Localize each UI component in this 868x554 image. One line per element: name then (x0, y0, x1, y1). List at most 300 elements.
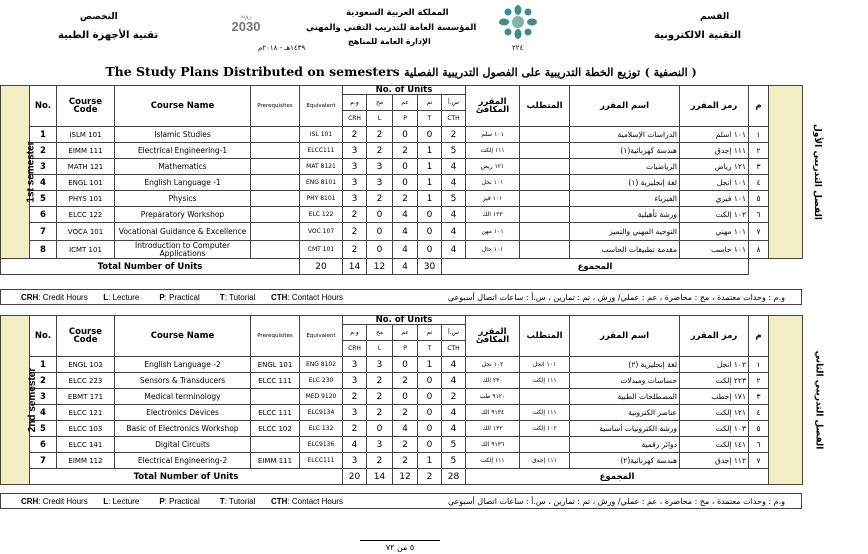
cell-l: 3 (367, 437, 393, 453)
cell-m-ar: ٧ (749, 223, 769, 241)
cell-equiv: ENG 8101 (300, 175, 343, 191)
cell-crh: 3 (343, 175, 367, 191)
cell-l: 0 (367, 223, 393, 241)
semester-ar-label: الفصل التدريبي الثاني (769, 316, 803, 485)
cell-code-ar: ١٠١ انجل (680, 175, 749, 191)
cell-name: Electronics Devices (115, 405, 251, 421)
header-line-2: المؤسسة العامة للتدريب التقني والمهني (306, 23, 477, 33)
legend-english: CRH: Credit Hours L: Lecture P: Practical T: Tutorial CTH: Contact Hours (21, 497, 343, 506)
cell-crh: 4 (343, 437, 367, 453)
legend-1 (0, 289, 802, 305)
cell-equiv-ar: ٩١٣٤ الك (466, 405, 520, 421)
cell-code: EBMT 171 (57, 389, 115, 405)
cell-crh: 3 (343, 373, 367, 389)
col-name-ar: اسم المقرر (570, 316, 680, 357)
cell-equiv: MED 9120 (300, 389, 343, 405)
header-line-3: الإدارة العامة للمناهج (348, 37, 431, 46)
cell-no: 7 (30, 223, 57, 241)
cell-crh: 3 (343, 159, 367, 175)
cell-no: 3 (30, 159, 57, 175)
unit-ar-crh: و.م (343, 95, 367, 111)
cell-l: 2 (367, 127, 393, 143)
unit-en-p: P (393, 111, 418, 127)
cell-l: 3 (367, 159, 393, 175)
unit-ar-l: مح (367, 95, 393, 111)
cell-equiv-ar: ١٠١ مهن (466, 223, 520, 241)
table-row (1, 159, 803, 175)
cell-t: 0 (418, 389, 442, 405)
unit-ar-cth: س.أ (442, 325, 466, 341)
legend-2 (0, 493, 802, 509)
cell-l: 0 (367, 207, 393, 223)
cell-cth: 5 (442, 143, 466, 159)
cell-p: 0 (393, 159, 418, 175)
cell-prereq: ELCC 111 (251, 373, 300, 389)
cell-code: ELCC 103 (57, 421, 115, 437)
col-prereq-ar: المتطلب (520, 316, 570, 357)
cell-code: ENGL 102 (57, 357, 115, 373)
cell-prereq-ar (520, 389, 570, 405)
cell-equiv: CMT 101 (300, 241, 343, 259)
cell-p: 2 (393, 373, 418, 389)
total-label: Total Number of Units (1, 259, 300, 275)
cell-m-ar: ٢ (749, 373, 769, 389)
cell-no: 7 (30, 453, 57, 469)
cell-code: ICMT 101 (57, 241, 115, 259)
table-row (1, 191, 803, 207)
cell-name: English Language -2 (115, 357, 251, 373)
tvtc-logo (498, 4, 538, 40)
cell-m-ar: ١ (749, 127, 769, 143)
cell-code: ELCC 121 (57, 405, 115, 421)
cell-t: 1 (418, 453, 442, 469)
cell-t: 1 (418, 159, 442, 175)
cell-code: PHYS 101 (57, 191, 115, 207)
total-cth: 28 (442, 469, 466, 485)
cell-name-ar: هندسة كهربائية(١) (570, 143, 680, 159)
cell-code: EIMM 111 (57, 143, 115, 159)
unit-en-cth: CTH (442, 341, 466, 357)
semester-en-label: 2nd semester (1, 316, 30, 485)
cell-t: 1 (418, 175, 442, 191)
legend-english: CRH: Credit Hours L: Lecture P: Practical T: Tutorial CTH: Contact Hours (21, 293, 343, 302)
cell-equiv-ar: ١٠١ نجل (466, 175, 520, 191)
specialty-value: تقنية الأجهزة الطبية (58, 30, 159, 41)
cell-equiv: ELC9136 (300, 437, 343, 453)
cell-l: 2 (367, 453, 393, 469)
cell-code-ar: ١٢١ إلكت (680, 405, 749, 421)
cell-name-ar: الدراسات الإسلامية (570, 127, 680, 143)
cell-l: 2 (367, 389, 393, 405)
table-row (1, 175, 803, 191)
unit-en-p: P (393, 341, 418, 357)
cell-crh: 2 (343, 389, 367, 405)
cell-prereq (251, 175, 300, 191)
cell-prereq-ar (520, 127, 570, 143)
unit-en-l: L (367, 341, 393, 357)
cell-code-ar: ١٠١ اسلم (680, 127, 749, 143)
cell-prereq (251, 223, 300, 241)
cell-prereq-ar (520, 159, 570, 175)
cell-m-ar: ٢ (749, 143, 769, 159)
cell-m-ar: ١ (749, 357, 769, 373)
cell-code-ar: ٢٢٣ إلكت (680, 373, 749, 389)
col-units: No. of Units (343, 316, 466, 325)
cell-prereq (251, 127, 300, 143)
cell-name: Preparatory Workshop (115, 207, 251, 223)
col-equiv-ar: المقرر المكافئ (466, 86, 520, 127)
cell-prereq (251, 207, 300, 223)
cell-crh: 3 (343, 143, 367, 159)
cell-code-ar: ١٠٣ إلكت (680, 421, 749, 437)
total-l: 14 (367, 469, 393, 485)
cell-t: 1 (418, 191, 442, 207)
col-m-ar: م (749, 86, 769, 127)
col-m-ar: م (749, 316, 769, 357)
col-no: No. (30, 86, 57, 127)
cell-m-ar: ٣ (749, 389, 769, 405)
cell-equiv: ELC 122 (300, 207, 343, 223)
cell-name: Electrical Engineering-1 (115, 143, 251, 159)
page-title (0, 64, 802, 79)
cell-p: 4 (393, 241, 418, 259)
cell-m-ar: ٥ (749, 421, 769, 437)
cell-cth: 4 (442, 421, 466, 437)
table-row (1, 223, 803, 241)
table-row (1, 143, 803, 159)
cell-no: 6 (30, 437, 57, 453)
total-p: 12 (367, 259, 393, 275)
cell-code: ISLM 101 (57, 127, 115, 143)
cell-name-ar: الفيزياء (570, 191, 680, 207)
cell-p: 0 (393, 175, 418, 191)
cell-name: Electrical Engineering-2 (115, 453, 251, 469)
cell-crh: 2 (343, 241, 367, 259)
cell-name-ar: لغة إنجليزية (٢) (570, 357, 680, 373)
cell-cth: 5 (442, 453, 466, 469)
cell-name: Basic of Electronics Workshop (115, 421, 251, 437)
cell-code-ar: ١٤١ إلكت (680, 437, 749, 453)
department-value: التقنية الالكترونية (654, 30, 742, 41)
cell-name: Medical terminology (115, 389, 251, 405)
col-code-ar: رمز المقرر (680, 86, 749, 127)
cell-name: Vocational Guidance & Excellence (115, 223, 251, 241)
cell-prereq-ar (520, 241, 570, 259)
table-row (1, 421, 803, 437)
unit-ar-cth: س.أ (442, 95, 466, 111)
total-t: 2 (418, 469, 442, 485)
cell-l: 2 (367, 143, 393, 159)
cell-name-ar: الرياضيات (570, 159, 680, 175)
cell-prereq: ELCC 111 (251, 405, 300, 421)
cell-name-ar: التوجيه المهني والتميز (570, 223, 680, 241)
cell-prereq-ar (520, 143, 570, 159)
cell-crh: 2 (343, 421, 367, 437)
table-row (1, 453, 803, 469)
title-english: The Study Plans Distributed on semesters (105, 64, 400, 79)
cell-prereq: ELCC 102 (251, 421, 300, 437)
vision-2030-logo: رؤية 2030 (226, 14, 266, 36)
cell-no: 8 (30, 241, 57, 259)
cell-crh: 3 (343, 191, 367, 207)
cell-name: Mathematics (115, 159, 251, 175)
cell-name-ar: لغة إنجليزية (١) (570, 175, 680, 191)
cell-crh: 2 (343, 207, 367, 223)
cell-prereq-ar (520, 175, 570, 191)
cell-m-ar: ٣ (749, 159, 769, 175)
cell-no: 6 (30, 207, 57, 223)
cell-equiv: ELC 132 (300, 421, 343, 437)
total-p: 12 (393, 469, 418, 485)
cell-cth: 4 (442, 207, 466, 223)
unit-en-cth: CTH (442, 111, 466, 127)
cell-crh: 2 (343, 127, 367, 143)
cell-no: 2 (30, 373, 57, 389)
cell-name: Sensors & Transducers (115, 373, 251, 389)
cell-name: Physics (115, 191, 251, 207)
cell-p: 4 (393, 207, 418, 223)
cell-prereq-ar (520, 207, 570, 223)
cell-prereq (251, 389, 300, 405)
cell-name-ar: ورشة الكترونيات أساسية (570, 421, 680, 437)
cell-no: 2 (30, 143, 57, 159)
cell-t: 0 (418, 421, 442, 437)
cell-code: ENGL 101 (57, 175, 115, 191)
col-course-code: Course Code (57, 86, 115, 127)
vision-2030-text: 2030 (231, 19, 261, 34)
cell-l: 3 (367, 357, 393, 373)
table-row (1, 241, 803, 259)
cell-p: 0 (393, 127, 418, 143)
semester-ar-label: الفصل التدريبي الأول (769, 86, 803, 259)
cell-l: 0 (367, 421, 393, 437)
unit-ar-p: عم (393, 325, 418, 341)
unit-en-t: T (418, 341, 442, 357)
cell-equiv-ar: ١٣٢ الك (466, 421, 520, 437)
cell-prereq (251, 159, 300, 175)
cell-p: 0 (393, 389, 418, 405)
badge-number: ٢٢٤ (512, 44, 524, 52)
cell-code-ar: ١١١ إجدق (680, 143, 749, 159)
cell-cth: 4 (442, 357, 466, 373)
cell-code-ar: ١٠٢ إلكت (680, 207, 749, 223)
table-row (1, 207, 803, 223)
cell-prereq-ar: ١١١ إلكت (520, 373, 570, 389)
col-prereq-ar: المتطلب (520, 86, 570, 127)
legend-arabic: و.م : وحدات معتمدة ، مح : محاضرة ، عم : عملي/ ورش ، تم : تمارين ، س.أ : ساعات اتصال أسبوعي (447, 293, 785, 302)
cell-l: 2 (367, 191, 393, 207)
cell-m-ar: ٨ (749, 241, 769, 259)
table-row (1, 389, 803, 405)
col-course-name: Course Name (115, 86, 251, 127)
cell-code: ELCC 223 (57, 373, 115, 389)
col-prerequisites: Prerequisites (251, 316, 300, 357)
table-row (1, 357, 803, 373)
cell-no: 5 (30, 421, 57, 437)
title-arabic: توزيع الخطة التدريبية على الفصول التدريبية الفصلية (404, 66, 641, 79)
cell-no: 1 (30, 127, 57, 143)
cell-equiv-ar: ١٠١ سلم (466, 127, 520, 143)
cell-prereq-ar: ١١١ إلكت (520, 405, 570, 421)
cell-t: 0 (418, 241, 442, 259)
cell-equiv-ar: ٢٣٠ الك (466, 373, 520, 389)
cell-equiv: ELC 230 (300, 373, 343, 389)
cell-t: 0 (418, 207, 442, 223)
cell-name-ar: مقدمة تطبيقات الحاسب (570, 241, 680, 259)
cell-p: 0 (393, 357, 418, 373)
title-arabic-mid: ( النصفية ) (644, 66, 697, 79)
cell-p: 4 (393, 223, 418, 241)
table-row (1, 405, 803, 421)
cell-equiv: ISL 101 (300, 127, 343, 143)
cell-equiv-ar: ١٠٢ نجل (466, 357, 520, 373)
col-course-name: Course Name (115, 316, 251, 357)
unit-ar-t: تم (418, 325, 442, 341)
unit-ar-p: عم (393, 95, 418, 111)
cell-equiv-ar: ١١١ إلكت (466, 143, 520, 159)
col-name-ar: اسم المقرر (570, 86, 680, 127)
cell-prereq (251, 437, 300, 453)
cell-name-ar: حساسات ومبدلات (570, 373, 680, 389)
cell-prereq-ar: ١١١ إجدق (520, 453, 570, 469)
cell-m-ar: ٤ (749, 405, 769, 421)
cell-code: VOCA 101 (57, 223, 115, 241)
table-row (1, 373, 803, 389)
col-prerequisites: Prerequisites (251, 86, 300, 127)
cell-cth: 4 (442, 373, 466, 389)
document-date: ١٤٣٩هـ - ٢٠١٨م (258, 44, 306, 52)
cell-code-ar: ١٠٢ انجل (680, 357, 749, 373)
unit-ar-l: مح (367, 325, 393, 341)
total-label: Total Number of Units (30, 469, 343, 485)
unit-en-crh: CRH (343, 111, 367, 127)
cell-prereq (251, 241, 300, 259)
cell-l: 2 (367, 405, 393, 421)
cell-t: 0 (418, 405, 442, 421)
cell-t: 0 (418, 437, 442, 453)
cell-l: 3 (367, 175, 393, 191)
table-row (1, 127, 803, 143)
cell-cth: 4 (442, 175, 466, 191)
semester-1-table (0, 85, 822, 275)
cell-name-ar: دوائر رقمية (570, 437, 680, 453)
department-label: القسم (700, 12, 730, 22)
col-units: No. of Units (343, 86, 466, 95)
cell-equiv: PHY 8101 (300, 191, 343, 207)
total-crh: 20 (300, 259, 343, 275)
cell-prereq-ar (520, 223, 570, 241)
cell-code: ELCC 141 (57, 437, 115, 453)
total-label-ar: المجموع (466, 469, 769, 485)
unit-en-crh: CRH (343, 341, 367, 357)
cell-name: Introduction to Computer Applications (115, 241, 251, 259)
cell-equiv: ELCC111 (300, 143, 343, 159)
cell-t: 0 (418, 373, 442, 389)
total-row (1, 469, 803, 485)
cell-l: 2 (367, 373, 393, 389)
cell-m-ar: ٦ (749, 207, 769, 223)
cell-prereq-ar (520, 191, 570, 207)
total-label-ar: المجموع (442, 259, 749, 275)
cell-t: 1 (418, 357, 442, 373)
cell-t: 0 (418, 127, 442, 143)
cell-prereq: EIMM 111 (251, 453, 300, 469)
cell-code-ar: ١٧١ إجطب (680, 389, 749, 405)
cell-no: 5 (30, 191, 57, 207)
header-line-1: المملكة العربية السعودية (346, 8, 449, 18)
unit-ar-t: تم (418, 95, 442, 111)
cell-equiv: VOC 107 (300, 223, 343, 241)
cell-cth: 2 (442, 389, 466, 405)
cell-t: 0 (418, 223, 442, 241)
cell-name-ar: ورشة تأهيلية (570, 207, 680, 223)
page-header (0, 0, 802, 58)
cell-cth: 4 (442, 223, 466, 241)
cell-code: EIMM 112 (57, 453, 115, 469)
cell-name: Islamic Studies (115, 127, 251, 143)
cell-equiv: ELC9134 (300, 405, 343, 421)
cell-no: 4 (30, 175, 57, 191)
cell-prereq-ar (520, 437, 570, 453)
cell-code: MATH 121 (57, 159, 115, 175)
cell-equiv-ar: ١٢٢ الك (466, 207, 520, 223)
cell-equiv-ar: ١١١ إلكت (466, 453, 520, 469)
cell-crh: 3 (343, 405, 367, 421)
cell-code: ELCC 122 (57, 207, 115, 223)
cell-code-ar: ١٢١ رياض (680, 159, 749, 175)
cell-cth: 5 (442, 191, 466, 207)
cell-m-ar: ٤ (749, 175, 769, 191)
cell-name-ar: هندسة كهربائية(٢) (570, 453, 680, 469)
cell-cth: 5 (442, 437, 466, 453)
cell-equiv-ar: ١٢١ ريض (466, 159, 520, 175)
cell-code-ar: ١٠١ فيزي (680, 191, 749, 207)
table-header-row-1 (1, 316, 803, 325)
unit-en-l: L (367, 111, 393, 127)
cell-prereq (251, 191, 300, 207)
semester-en-label: 1st semester (1, 86, 30, 259)
cell-equiv-ar: ٩١٣٦ الك (466, 437, 520, 453)
cell-p: 2 (393, 437, 418, 453)
cell-equiv: ENG 8102 (300, 357, 343, 373)
cell-l: 0 (367, 241, 393, 259)
cell-prereq-ar: ١٠٢ إلكت (520, 421, 570, 437)
cell-prereq (251, 143, 300, 159)
cell-m-ar: ٧ (749, 453, 769, 469)
cell-equiv: ELCC111 (300, 453, 343, 469)
unit-ar-crh: و.م (343, 325, 367, 341)
cell-p: 2 (393, 143, 418, 159)
cell-code-ar: ١٠١ مهني (680, 223, 749, 241)
page-number: ٥ من ٧٢ (360, 540, 440, 552)
cell-cth: 4 (442, 241, 466, 259)
cell-p: 2 (393, 405, 418, 421)
total-l: 14 (343, 259, 367, 275)
cell-no: 3 (30, 389, 57, 405)
total-cth: 30 (418, 259, 442, 275)
cell-crh: 2 (343, 223, 367, 241)
col-course-code: Course Code (57, 316, 115, 357)
col-equivalent: Equivalent (300, 86, 343, 127)
cell-m-ar: ٥ (749, 191, 769, 207)
specialty-label: التخصص (80, 12, 118, 22)
cell-p: 4 (393, 421, 418, 437)
table-header-row-1 (1, 86, 803, 95)
table-row (1, 437, 803, 453)
cell-t: 1 (418, 143, 442, 159)
cell-prereq-ar: ١٠١ انجل (520, 357, 570, 373)
cell-equiv: MAT 8121 (300, 159, 343, 175)
